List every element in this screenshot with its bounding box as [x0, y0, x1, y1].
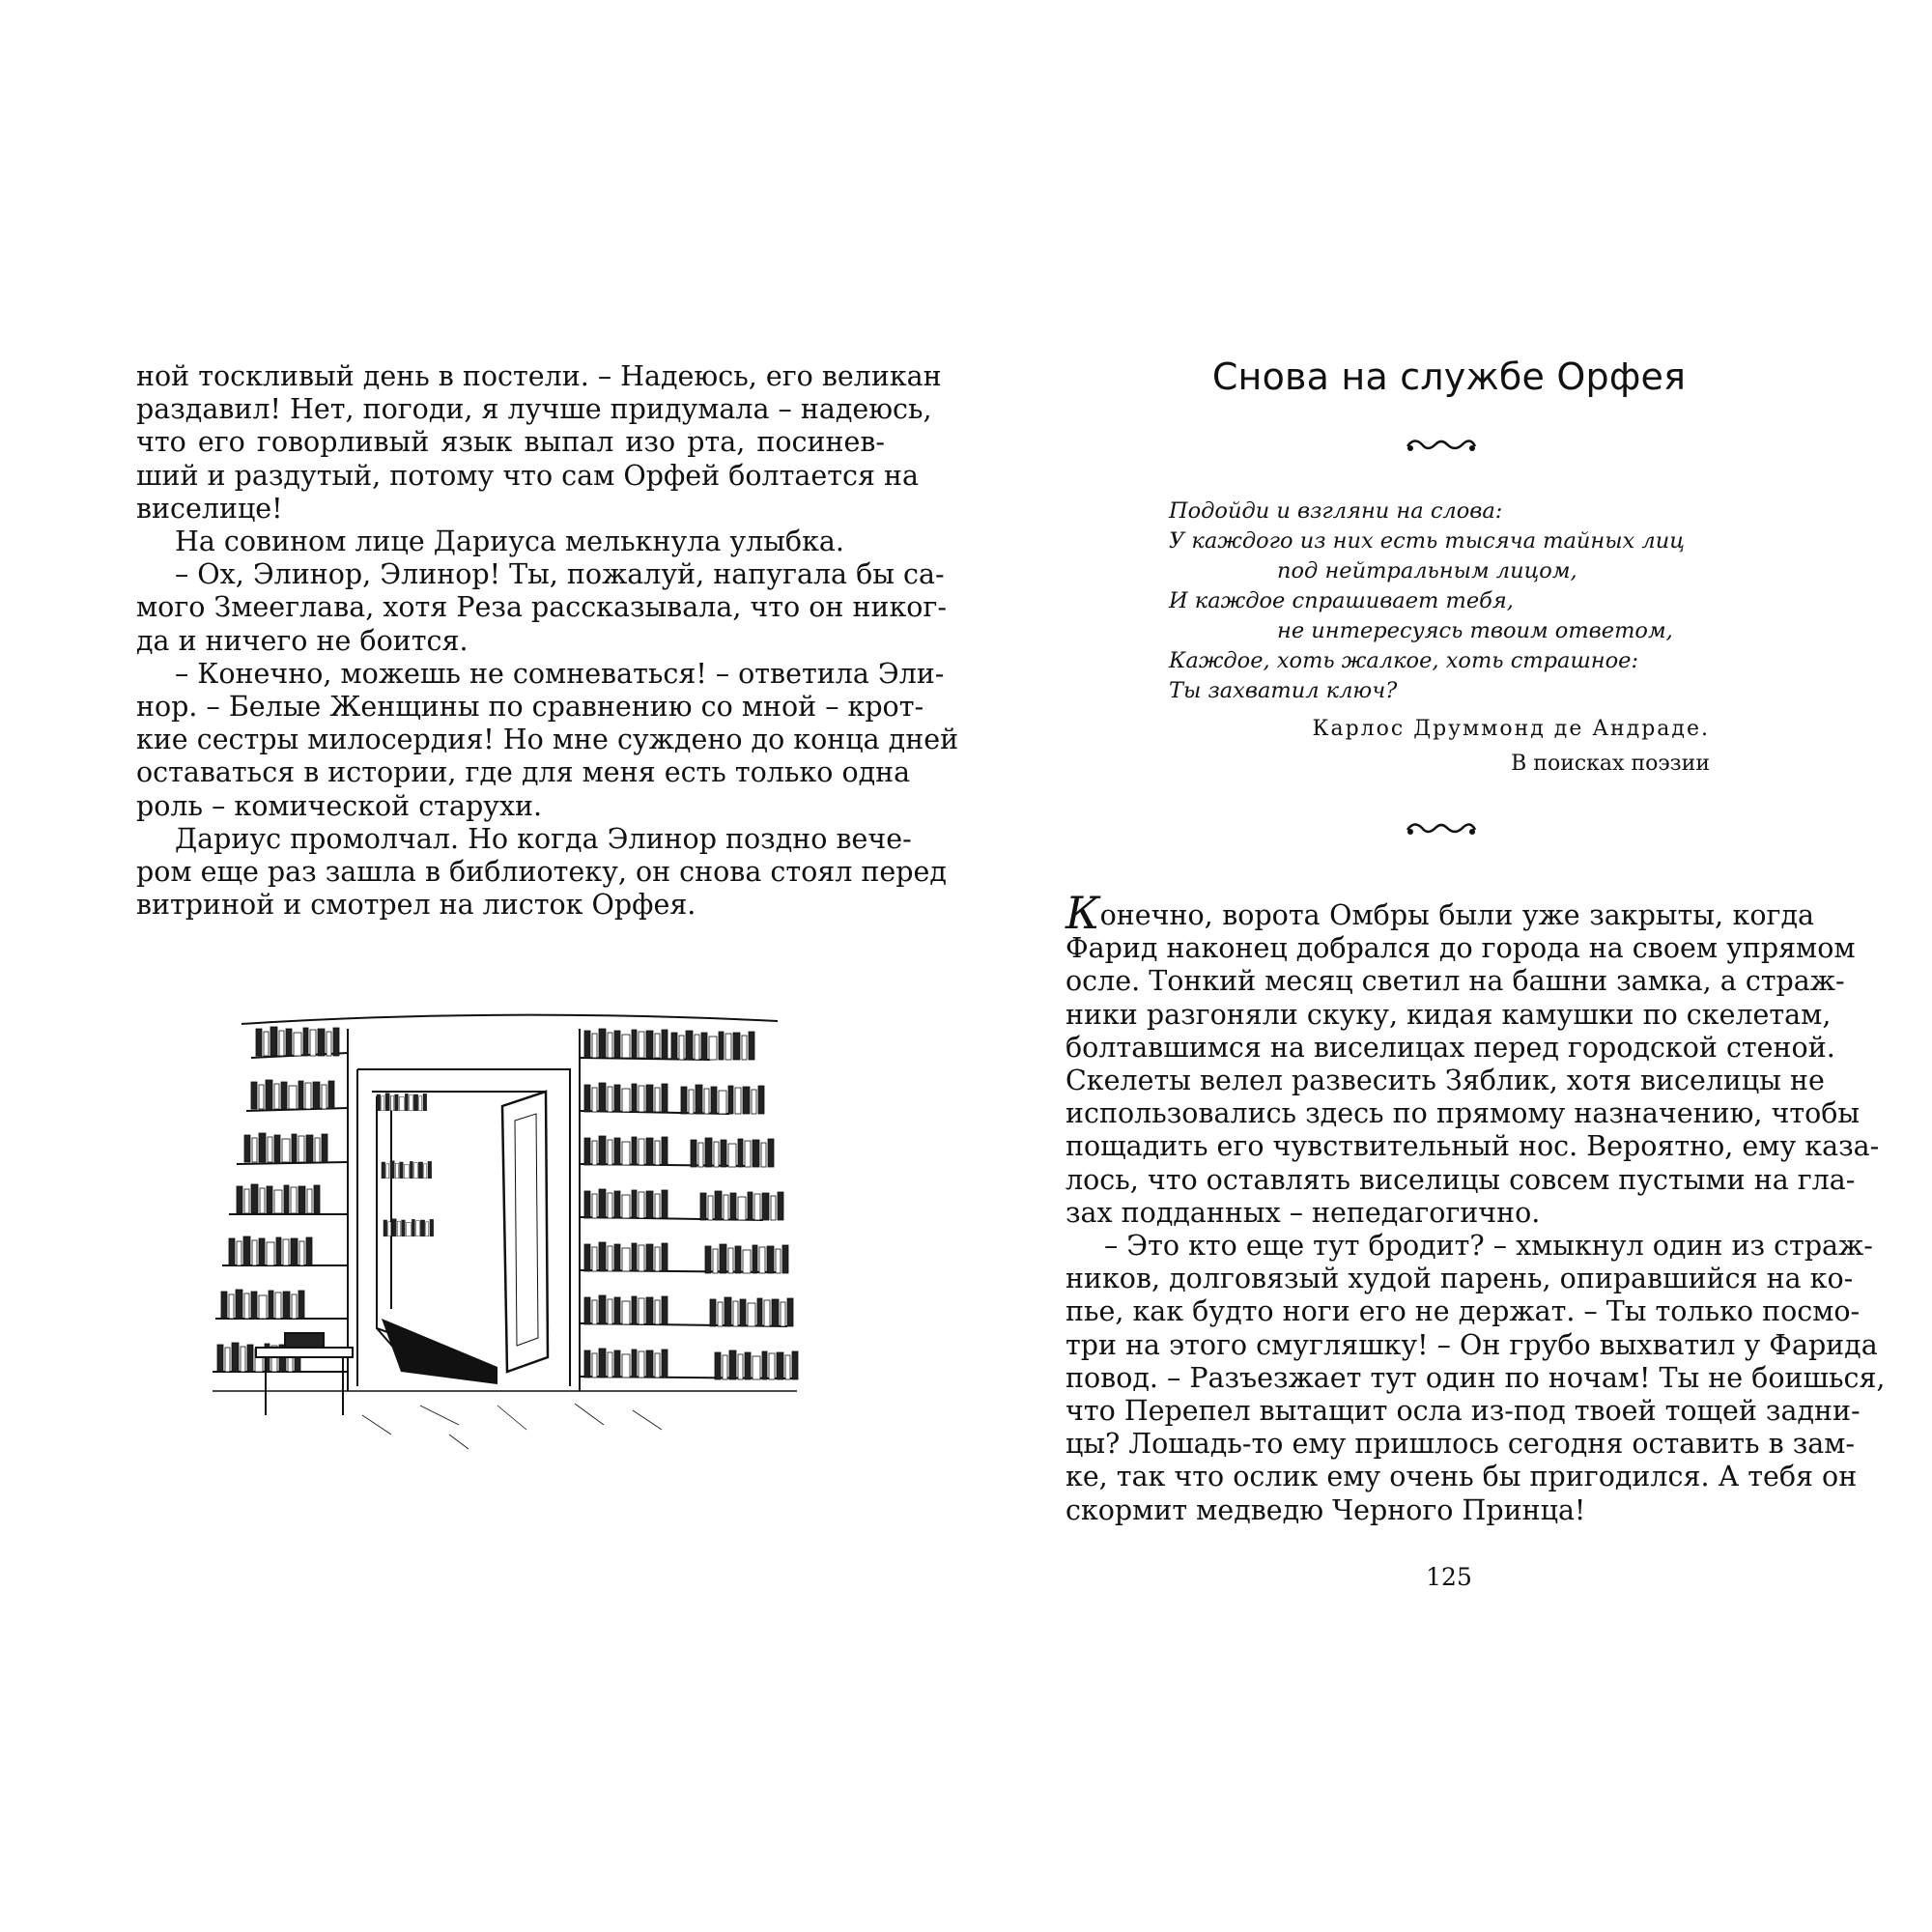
text-line: что его говорливый язык выпал изо рта, посинев-	[136, 426, 885, 459]
epigraph-line: под нейтральным лицом,	[1277, 558, 1577, 583]
paragraph	[136, 558, 947, 658]
text-line: лось, что оставлять виселицы совсем пустыми на гла-	[1065, 1163, 1856, 1196]
text-line: болтавшимся на виселицах перед городской стеной.	[1065, 1031, 1835, 1064]
text-line: кие сестры милосердия! Но мне суждено до конца дней	[136, 724, 959, 756]
text-line: виселице!	[136, 492, 283, 525]
epigraph-author: Карлос Друммонд де Андраде.	[1312, 717, 1710, 741]
epigraph-line: И каждое спрашивает тебя,	[1169, 588, 1514, 613]
text-line: – Конечно, можешь не сомневаться! – ответила Эли-	[175, 657, 945, 690]
text-line: Скелеты велел развесить Зяблик, хотя виселицы не	[1065, 1065, 1825, 1097]
text-line: осле. Тонкий месяц светил на башни замка, а страж-	[1065, 965, 1845, 998]
ornament-icon	[1403, 433, 1480, 456]
drop-cap: К	[1065, 887, 1100, 939]
text-line: – Ох, Элинор, Элинор! Ты, пожалуй, напугала бы са-	[175, 558, 945, 591]
epigraph	[1169, 497, 1710, 706]
text-line: Дариус промолчал. Но когда Элинор поздно вече-	[175, 822, 912, 855]
text-line: мого Змееглава, хотя Реза рассказывала, что он никог-	[136, 591, 947, 624]
text-line: оставаться в истории, где для меня есть только одна	[136, 756, 911, 789]
text-line: роль – комической старухи.	[136, 789, 543, 822]
text-line: использовались здесь по прямому назначению, чтобы	[1065, 1097, 1861, 1130]
paragraph	[1065, 1230, 1886, 1527]
text-line: цы? Лошадь-то ему пришлось сегодня оставить в зам-	[1065, 1428, 1856, 1461]
text-line: скормит медведю Черного Принца!	[1065, 1493, 1586, 1526]
epigraph-line: не интересуясь твоим ответом,	[1277, 618, 1673, 643]
text-line: да и ничего не боится.	[136, 624, 469, 657]
text-line: зах подданных – непедагогично.	[1065, 1196, 1541, 1229]
text-line: ший и раздутый, потому что сам Орфей болтается на	[136, 459, 919, 492]
chapter-title: Снова на службе Орфея	[1211, 355, 1687, 398]
text-line: ников, долговязый худой парень, опиравшийся на ко-	[1065, 1263, 1854, 1295]
epigraph-line: Подойди и взгляни на слова:	[1169, 498, 1503, 524]
text-line: – Это кто еще тут бродит? – хмыкнул один из страж-	[1104, 1230, 1873, 1263]
text-line	[1065, 887, 1814, 939]
epigraph-source: В поисках поэзии	[1511, 752, 1710, 776]
text-line: ники разгоняли скуку, кидая камушки по скелетам,	[1065, 998, 1832, 1031]
text-line: На совином лице Дариуса мелькнула улыбка.	[175, 526, 844, 558]
ornament-icon	[1403, 816, 1480, 839]
text-line: витриной и смотрел на листок Орфея.	[136, 889, 696, 922]
epigraph-line: Каждое, хоть жалкое, хоть страшное:	[1169, 648, 1639, 673]
text-line: три на этого смугляшку! – Он грубо выхватил у Фарида	[1065, 1328, 1878, 1361]
text-line: раздавил! Нет, погоди, я лучше придумала – надеюсь,	[136, 393, 932, 426]
left-page-text	[136, 360, 959, 922]
right-page-text	[1065, 887, 1886, 1527]
page-number: 125	[1426, 1563, 1472, 1591]
text-line: ной тоскливый день в постели. – Надеюсь, его великан	[136, 360, 942, 392]
text-line: что Перепел вытащит осла из-под твоей тощей задни-	[1065, 1395, 1861, 1428]
text-line: пье, как будто ноги его не держат. – Ты только посмо-	[1065, 1295, 1861, 1328]
epigraph-line: Ты захватил ключ?	[1169, 678, 1398, 703]
paragraph	[136, 822, 947, 923]
epigraph-line: У каждого из них есть тысяча тайных лиц	[1169, 528, 1685, 554]
paragraph	[1065, 887, 1880, 1230]
text-line: Фарид наконец добрался до города на своем упрямом	[1065, 932, 1856, 965]
paragraph	[136, 360, 942, 526]
text-line-rest: онечно, ворота Омбры были уже закрыты, когда	[1099, 899, 1814, 931]
paragraph	[136, 657, 959, 823]
paragraph	[136, 526, 885, 558]
text-line: ке, так что ослик ему очень бы пригодился. А тебя он	[1065, 1461, 1858, 1493]
right-page	[966, 0, 1932, 1932]
text-line: повод. – Разъезжает тут один по ночам! Ты не боишься,	[1065, 1361, 1886, 1394]
library-illustration	[208, 1000, 802, 1454]
text-line: нор. – Белые Женщины по сравнению со мной – крот-	[136, 691, 924, 724]
text-line: пощадить его чувствительный нос. Вероятно, ему каза-	[1065, 1130, 1880, 1163]
text-line: ром еще раз зашла в библиотеку, он снова стоял перед	[136, 856, 947, 889]
